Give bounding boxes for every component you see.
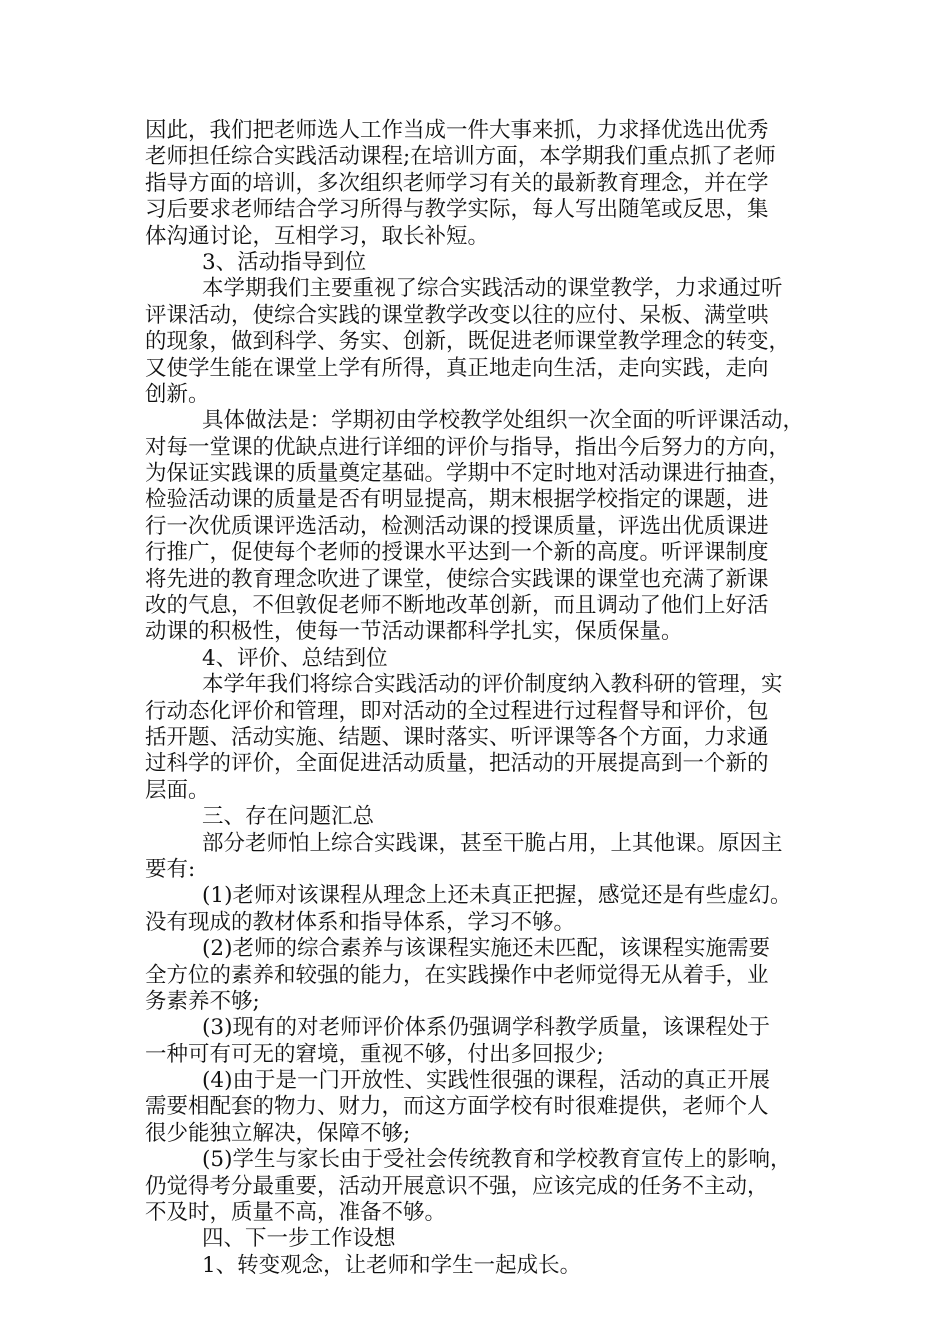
text-line: 3、活动指导到位 — [202, 249, 367, 275]
text-line: 部分老师怕上综合实践课，甚至干脆占用，上其他课。原因主 — [202, 830, 783, 856]
text-line: (1)老师对该课程从理念上还未真正把握，感觉还是有些虚幻。 — [202, 883, 792, 909]
text-line: 动课的积极性，使每一节活动课都科学扎实，保质保量。 — [145, 619, 683, 645]
text-line: 不及时，质量不高，准备不够。 — [145, 1200, 447, 1226]
text-line: 没有现成的教材体系和指导体系，学习不够。 — [145, 909, 576, 935]
text-line: 具体做法是：学期初由学校教学处组织一次全面的听评课活动， — [202, 408, 805, 434]
text-line: 层面。 — [145, 777, 210, 803]
text-line: 老师担任综合实践活动课程;在培训方面，本学期我们重点抓了老师 — [145, 144, 776, 170]
text-line: 需要相配套的物力、财力，而这方面学校有时很难提供，老师个人 — [145, 1094, 769, 1120]
text-line: 一种可有可无的窘境，重视不够，付出多回报少; — [145, 1041, 604, 1067]
text-line: 三、存在问题汇总 — [202, 804, 375, 830]
text-line: 的现象，做到科学、务实、创新，既促进老师课堂教学理念的转变， — [145, 329, 791, 355]
text-line: 全方位的素养和较强的能力，在实践操作中老师觉得无从着手，业 — [145, 962, 769, 988]
text-line: 对每一堂课的优缺点进行详细的评价与指导，指出今后努力的方向， — [145, 434, 791, 460]
document-body — [145, 118, 825, 1279]
text-line: 本学年我们将综合实践活动的评价制度纳入教科研的管理，实 — [202, 672, 783, 698]
text-line: 评课活动，使综合实践的课堂教学改变以往的应付、呆板、满堂哄 — [145, 302, 769, 328]
text-line: 习后要求老师结合学习所得与教学实际，每人写出随笔或反思，集 — [145, 197, 769, 223]
text-line: 行一次优质课评选活动，检测活动课的授课质量，评选出优质课进 — [145, 513, 769, 539]
text-line: 仍觉得考分最重要，活动开展意识不强，应该完成的任务不主动， — [145, 1173, 769, 1199]
text-line: 指导方面的培训，多次组织老师学习有关的最新教育理念，并在学 — [145, 170, 769, 196]
text-line: (5)学生与家长由于受社会传统教育和学校教育宣传上的影响， — [202, 1147, 792, 1173]
text-line: (3)现有的对老师评价体系仍强调学科教学质量，该课程处于 — [202, 1015, 770, 1041]
text-line: 很少能独立解决，保障不够; — [145, 1120, 411, 1146]
text-line: 括开题、活动实施、结题、课时落实、听评课等各个方面，力求通 — [145, 724, 769, 750]
text-line: 过科学的评价，全面促进活动质量，把活动的开展提高到一个新的 — [145, 751, 769, 777]
text-line: 改的气息，不但敦促老师不断地改革创新，而且调动了他们上好活 — [145, 593, 769, 619]
text-line: 4、评价、总结到位 — [202, 645, 388, 671]
text-line: 行推广，促使每个老师的授课水平达到一个新的高度。听评课制度 — [145, 540, 769, 566]
text-line: (4)由于是一门开放性、实践性很强的课程，活动的真正开展 — [202, 1068, 770, 1094]
text-line: 四、下一步工作设想 — [202, 1226, 396, 1252]
text-line: 务素养不够; — [145, 988, 260, 1014]
text-line: 创新。 — [145, 381, 210, 407]
text-line: 检验活动课的质量是否有明显提高，期末根据学校指定的课题，进 — [145, 487, 769, 513]
text-line: 本学期我们主要重视了综合实践活动的课堂教学，力求通过听 — [202, 276, 783, 302]
text-line: 将先进的教育理念吹进了课堂，使综合实践课的课堂也充满了新课 — [145, 566, 769, 592]
text-line: 因此，我们把老师选人工作当成一件大事来抓，力求择优选出优秀 — [145, 118, 769, 143]
text-line: 行动态化评价和管理，即对活动的全过程进行过程督导和评价，包 — [145, 698, 769, 724]
text-line: (2)老师的综合素养与该课程实施还未匹配，该课程实施需要 — [202, 936, 770, 962]
text-line: 体沟通讨论，互相学习，取长补短。 — [145, 223, 490, 249]
text-line: 又使学生能在课堂上学有所得，真正地走向生活，走向实践，走向 — [145, 355, 769, 381]
text-line: 为保证实践课的质量奠定基础。学期中不定时地对活动课进行抽查， — [145, 461, 791, 487]
text-line: 要有: — [145, 856, 196, 882]
text-line: 1、转变观念，让老师和学生一起成长。 — [202, 1252, 582, 1278]
